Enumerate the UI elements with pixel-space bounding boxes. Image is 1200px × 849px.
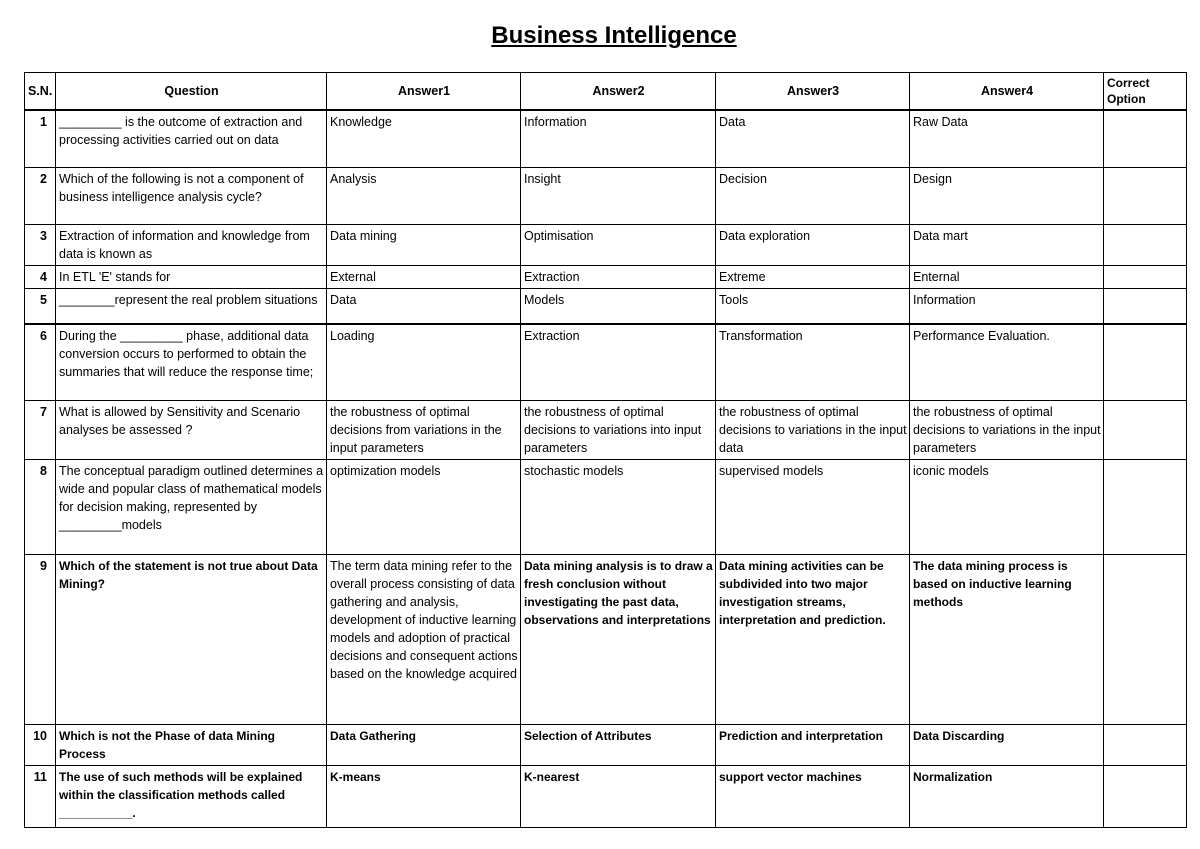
answer1-cell: The term data mining refer to the overall process consisting of data gathering and analysis, development of inductive learning models and adoption of practical decisions and consequent actions based on the knowledge acquired	[327, 554, 521, 724]
document-title: Business Intelligence	[491, 22, 737, 49]
answer3-cell: Transformation	[716, 324, 910, 400]
answer2-cell: Extraction	[521, 324, 716, 400]
answer2-cell: Insight	[521, 167, 716, 224]
question-cell: The conceptual paradigm outlined determines a wide and popular class of mathematical models for decision making, represented by _________models	[56, 459, 327, 554]
answer3-cell: the robustness of optimal decisions to variations in the input data	[716, 400, 910, 459]
answer3-cell: Data	[716, 110, 910, 167]
answer3-cell: Extreme	[716, 265, 910, 288]
question-cell: _________ is the outcome of extraction and processing activities carried out on data	[56, 110, 327, 167]
question-cell: Extraction of information and knowledge from data is known as	[56, 224, 327, 265]
answer2-cell: Selection of Attributes	[521, 724, 716, 765]
quiz-table	[24, 72, 1187, 828]
answer2-cell: the robustness of optimal decisions to variations into input parameters	[521, 400, 716, 459]
question-cell: ________represent the real problem situations	[56, 288, 327, 324]
correct-option-cell	[1104, 459, 1187, 554]
header-row	[25, 73, 1187, 111]
question-cell: What is allowed by Sensitivity and Scenario analyses be assessed ?	[56, 400, 327, 459]
question-cell: Which of the statement is not true about Data Mining?	[56, 554, 327, 724]
table-row	[25, 224, 1187, 265]
answer1-cell: the robustness of optimal decisions from variations in the input parameters	[327, 400, 521, 459]
answer4-cell: iconic models	[910, 459, 1104, 554]
answer4-cell: Normalization	[910, 765, 1104, 827]
row-number: 8	[25, 459, 56, 554]
question-cell: Which of the following is not a component of business intelligence analysis cycle?	[56, 167, 327, 224]
row-number: 10	[25, 724, 56, 765]
answer1-cell: Analysis	[327, 167, 521, 224]
answer2-cell: Models	[521, 288, 716, 324]
answer3-cell: Data exploration	[716, 224, 910, 265]
table-row	[25, 167, 1187, 224]
answer4-cell: Data Discarding	[910, 724, 1104, 765]
correct-option-cell	[1104, 554, 1187, 724]
row-number: 7	[25, 400, 56, 459]
answer3-cell: Prediction and interpretation	[716, 724, 910, 765]
row-number: 9	[25, 554, 56, 724]
answer4-cell: Data mart	[910, 224, 1104, 265]
row-number: 1	[25, 110, 56, 167]
correct-option-cell	[1104, 224, 1187, 265]
table-row	[25, 110, 1187, 167]
answer4-cell: The data mining process is based on inductive learning methods	[910, 554, 1104, 724]
answer1-cell: optimization models	[327, 459, 521, 554]
header-answer3: Answer3	[716, 73, 910, 111]
header-answer1: Answer1	[327, 73, 521, 111]
answer4-cell: Design	[910, 167, 1104, 224]
answer3-cell: Tools	[716, 288, 910, 324]
answer1-cell: External	[327, 265, 521, 288]
row-number: 2	[25, 167, 56, 224]
table-row	[25, 288, 1187, 324]
header-answer4: Answer4	[910, 73, 1104, 111]
answer1-cell: Data	[327, 288, 521, 324]
question-cell: In ETL 'E' stands for	[56, 265, 327, 288]
table-row	[25, 400, 1187, 459]
correct-option-cell	[1104, 167, 1187, 224]
question-cell: During the _________ phase, additional data conversion occurs to performed to obtain the summaries that will reduce the response time;	[56, 324, 327, 400]
table-row	[25, 765, 1187, 827]
row-number: 5	[25, 288, 56, 324]
question-cell: Which is not the Phase of data Mining Process	[56, 724, 327, 765]
header-sn: S.N.	[25, 73, 56, 111]
answer4-cell: Raw Data	[910, 110, 1104, 167]
row-number: 6	[25, 324, 56, 400]
row-number: 4	[25, 265, 56, 288]
table-row	[25, 724, 1187, 765]
answer1-cell: K-means	[327, 765, 521, 827]
correct-option-cell	[1104, 265, 1187, 288]
answer2-cell: K-nearest	[521, 765, 716, 827]
row-number: 3	[25, 224, 56, 265]
answer1-cell: Loading	[327, 324, 521, 400]
answer2-cell: Optimisation	[521, 224, 716, 265]
table-row	[25, 324, 1187, 400]
answer4-cell: the robustness of optimal decisions to variations in the input parameters	[910, 400, 1104, 459]
answer3-cell: Decision	[716, 167, 910, 224]
correct-option-cell	[1104, 724, 1187, 765]
answer4-cell: Enternal	[910, 265, 1104, 288]
correct-option-cell	[1104, 765, 1187, 827]
answer1-cell: Knowledge	[327, 110, 521, 167]
answer4-cell: Information	[910, 288, 1104, 324]
answer3-cell: Data mining activities can be subdivided into two major investigation streams, interpretation and prediction.	[716, 554, 910, 724]
answer3-cell: supervised models	[716, 459, 910, 554]
table-row	[25, 459, 1187, 554]
answer4-cell: Performance Evaluation.	[910, 324, 1104, 400]
header-answer2: Answer2	[521, 73, 716, 111]
answer2-cell: Data mining analysis is to draw a fresh conclusion without investigating the past data, observations and interpretations	[521, 554, 716, 724]
answer1-cell: Data mining	[327, 224, 521, 265]
correct-option-cell	[1104, 288, 1187, 324]
correct-option-cell	[1104, 110, 1187, 167]
correct-option-cell	[1104, 400, 1187, 459]
answer3-cell: support vector machines	[716, 765, 910, 827]
answer2-cell: Extraction	[521, 265, 716, 288]
correct-option-cell	[1104, 324, 1187, 400]
answer2-cell: Information	[521, 110, 716, 167]
answer1-cell: Data Gathering	[327, 724, 521, 765]
table-row	[25, 265, 1187, 288]
answer2-cell: stochastic models	[521, 459, 716, 554]
header-correct-option: Correct Option	[1104, 73, 1187, 111]
table-row	[25, 554, 1187, 724]
row-number: 11	[25, 765, 56, 827]
header-question: Question	[56, 73, 327, 111]
question-cell: The use of such methods will be explained within the classification methods called ___________.	[56, 765, 327, 827]
